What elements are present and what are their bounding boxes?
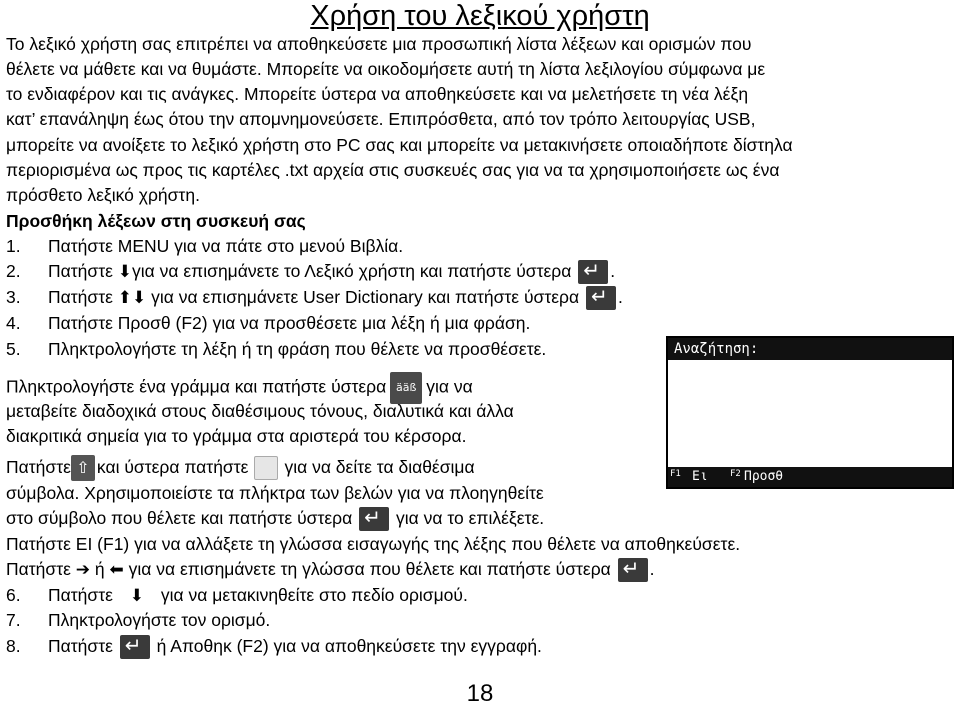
- accent-key-icon: ääß: [390, 372, 422, 404]
- para-line: Πατήστε ΕΙ (F1) για να αλλάξετε τη γλώσσα εισαγωγής της λέξης που θέλετε να αποθηκεύσετε.: [6, 534, 741, 554]
- step-end: .: [618, 287, 623, 307]
- para-text: για να το επιλέξετε.: [396, 508, 545, 528]
- f1-key-label: F1: [670, 469, 681, 479]
- step-end: .: [610, 261, 616, 281]
- step-number: 2.: [6, 261, 21, 281]
- para-select-line: [6, 506, 544, 531]
- f2-label: Προσθ: [744, 469, 784, 484]
- arrow-down-icon: ⬇: [132, 288, 147, 309]
- para-text: για να δείτε τα διαθέσιμα: [284, 457, 475, 477]
- enter-key-icon: [586, 286, 616, 310]
- step-number: 5.: [6, 339, 21, 359]
- enter-key-icon: [359, 507, 389, 531]
- arrow-down-icon: ⬇: [117, 262, 133, 283]
- step-number: 1.: [6, 236, 21, 256]
- section-heading: Προσθήκη λέξεων στη συσκευή σας: [6, 211, 306, 231]
- para-text: για να επισημάνετε τη γλώσσα που θέλετε και πατήστε ύστερα: [128, 559, 611, 579]
- para-text: Πατήστε: [6, 457, 71, 477]
- arrow-right-icon: ➔: [75, 560, 91, 581]
- step-text: Πληκτρολογήστε τον ορισμό.: [48, 610, 271, 630]
- para-text: Πατήστε: [6, 559, 71, 579]
- step-number: 7.: [6, 610, 21, 630]
- step-2: [6, 259, 615, 284]
- arrow-up-icon: ⬆: [117, 288, 133, 309]
- page-title: Χρήση του λεξικού χρήστη: [310, 0, 650, 32]
- para-text: και ύστερα πατήστε: [96, 457, 249, 477]
- intro-line: θέλετε να μάθετε και να θυμάστε. Μπορείτε να οικοδομήσετε αυτή τη λίστα λεξιλογίου σύμφωνα με: [6, 59, 766, 79]
- para-line: μεταβείτε διαδοχικά στους διαθέσιμους τόνους, διαλυτικά και άλλα: [6, 401, 514, 421]
- step-text: ή Αποθηκ (F2) για να αποθηκεύσετε την εγγραφή.: [156, 636, 542, 656]
- step-text: Πατήστε MENU για να πάτε στο μενού Βιβλία.: [48, 236, 404, 256]
- step-text: για να επισημάνετε το Λεξικό χρήστη και πατήστε ύστερα: [132, 261, 572, 281]
- page-number: 18: [466, 680, 494, 707]
- intro-line: περιορισμένα ως προς τις καρτέλες .txt αρχεία στις συσκευές σας για να τα χρησιμοποιήσετε ως ένα: [6, 160, 780, 180]
- step-number: 4.: [6, 313, 21, 333]
- enter-key-icon: [120, 635, 150, 659]
- step-pre: Πατήστε: [48, 585, 113, 605]
- step-number: 6.: [6, 585, 21, 605]
- para-text: Πληκτρολογήστε ένα γράμμα και πατήστε ύστερα: [6, 376, 387, 397]
- step-pre: Πατήστε: [48, 261, 118, 281]
- para-line: σύμβολα. Χρησιμοποιείστε τα πλήκτρα των βελών για να πλοηγηθείτε: [6, 483, 544, 503]
- intro-line: μπορείτε να ανοίξετε το λεξικό χρήστη στο PC σας και μπορείτε να μετακινήσετε οποιαδήποτε δίστηλα: [6, 135, 793, 155]
- step-number: 3.: [6, 287, 21, 307]
- para-text: στο σύμβολο που θέλετε και πατήστε ύστερα: [6, 508, 353, 528]
- step-number: 8.: [6, 636, 21, 656]
- intro-line: το ενδιαφέρον και τις ανάγκες. Μπορείτε ύστερα να αποθηκεύσετε και να μελετήσετε τη νέα λέξη: [6, 84, 749, 104]
- arrow-left-icon: ⬅: [109, 560, 124, 581]
- f2-key-label: F2: [730, 469, 741, 479]
- intro-line: πρόσθετο λεξικό χρήστη.: [6, 185, 200, 205]
- step-7: [6, 608, 270, 632]
- step-5: [6, 337, 546, 361]
- step-text: Πληκτρολογήστε τη λέξη ή τη φράση που θέλετε να προσθέσετε.: [48, 339, 547, 359]
- screen-footer: [668, 467, 952, 487]
- para-symbols-line: [6, 455, 475, 481]
- para-text: ή: [94, 559, 105, 579]
- step-text: Πατήστε Προσθ (F2) για να προσθέσετε μια λέξη ή μια φράση.: [48, 313, 531, 333]
- f1-label: Ει: [692, 469, 708, 484]
- step-1: [6, 234, 403, 258]
- enter-key-icon: [578, 260, 608, 284]
- para-line: διακριτικά σημεία για το γράμμα στα αριστερά του κέρσορα.: [6, 426, 467, 446]
- intro-line: κατ’ επανάληψη έως ότου την απομνημονεύσετε. Επιπρόσθετα, από τον τρόπο λειτουργίας USB,: [6, 109, 756, 129]
- step-3: [6, 285, 623, 310]
- screen-search-header: Αναζήτηση:: [668, 338, 952, 360]
- symbol-key-icon: [254, 456, 278, 480]
- device-screen-image: [666, 336, 954, 489]
- step-pre: Πατήστε: [48, 287, 118, 307]
- para-text: για να: [426, 376, 473, 397]
- para-language-line: [6, 557, 655, 582]
- step-text: για να επισημάνετε User Dictionary και πατήστε ύστερα: [151, 287, 580, 307]
- para-text: .: [649, 559, 655, 579]
- enter-key-icon: [618, 558, 648, 582]
- step-8: [6, 634, 542, 659]
- step-4: [6, 311, 530, 335]
- intro-line: Το λεξικό χρήστη σας επιτρέπει να αποθηκεύσετε μια προσωπική λίστα λέξεων και ορισμών που: [6, 34, 752, 54]
- step-6: [6, 583, 468, 608]
- shift-key-icon: ⇧: [71, 455, 95, 481]
- step-text: για να μετακινηθείτε στο πεδίο ορισμού.: [160, 585, 468, 605]
- step-pre: Πατήστε: [48, 636, 113, 656]
- arrow-down-icon: ⬇: [129, 586, 145, 607]
